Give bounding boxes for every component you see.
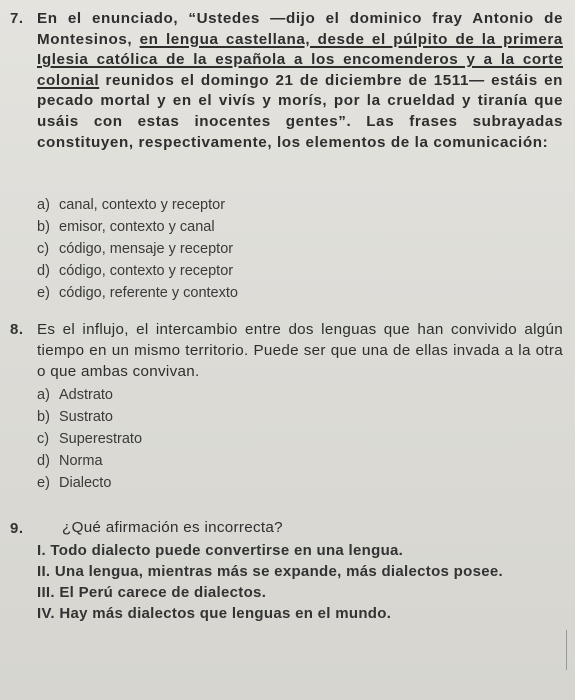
option-e[interactable]: e) Dialecto	[37, 475, 112, 491]
options-list	[37, 194, 563, 304]
statement: I. Todo dialecto puede convertirse en una lengua.	[37, 542, 404, 559]
option-c[interactable]: c) Superestrato	[37, 431, 143, 447]
question-stem: Es el influjo, el intercambio entre dos lenguas que han convivido algún tiempo en un mismo territorio. Puede ser que una de ellas invada a la otra o que ambas convivan.	[37, 321, 563, 380]
page-edge-line	[566, 630, 567, 670]
statement: IV. Hay más dialectos que lenguas en el mundo.	[37, 605, 392, 622]
question-stem: ¿Qué afirmación es incorrecta?	[62, 519, 283, 536]
options-list	[37, 384, 563, 494]
option-e[interactable]: e) código, referente y contexto	[37, 285, 238, 301]
option-b[interactable]: b) Sustrato	[37, 409, 113, 425]
stem-text: reunidos el domingo 21 de diciembre de 1511— estáis en pecado mortal y en el vivís y morís, por la crueldad y tiranía que usáis con estas inocentes gentes”. Las frases subrayadas constituyen, respectivamente, los elementos de la comunicación:	[37, 71, 563, 151]
question-number: 8.	[10, 321, 24, 338]
statement: II. Una lengua, mientras más se expande, más dialectos posee.	[37, 563, 503, 580]
question-stem	[37, 9, 563, 153]
stem-text: En el enunciado, “Ustedes —dijo el dominico fray Antonio de Montesinos,	[37, 10, 563, 48]
option-a[interactable]: a) Adstrato	[37, 387, 113, 403]
option-c[interactable]: c) código, mensaje y receptor	[37, 241, 234, 257]
option-a[interactable]: a) canal, contexto y receptor	[37, 197, 226, 213]
question-number: 7.	[10, 10, 24, 27]
statement: III. El Perú carece de dialectos.	[37, 584, 267, 601]
question-number: 9.	[10, 520, 24, 537]
statements-list	[37, 540, 555, 624]
option-b[interactable]: b) emisor, contexto y canal	[37, 219, 215, 235]
option-d[interactable]: d) código, contexto y receptor	[37, 263, 234, 279]
underlined-phrase: en lengua castellana, desde el púlpito de la primera Iglesia católica de la española a los encomenderos y a la corte colonial	[37, 30, 563, 89]
option-d[interactable]: d) Norma	[37, 453, 103, 469]
